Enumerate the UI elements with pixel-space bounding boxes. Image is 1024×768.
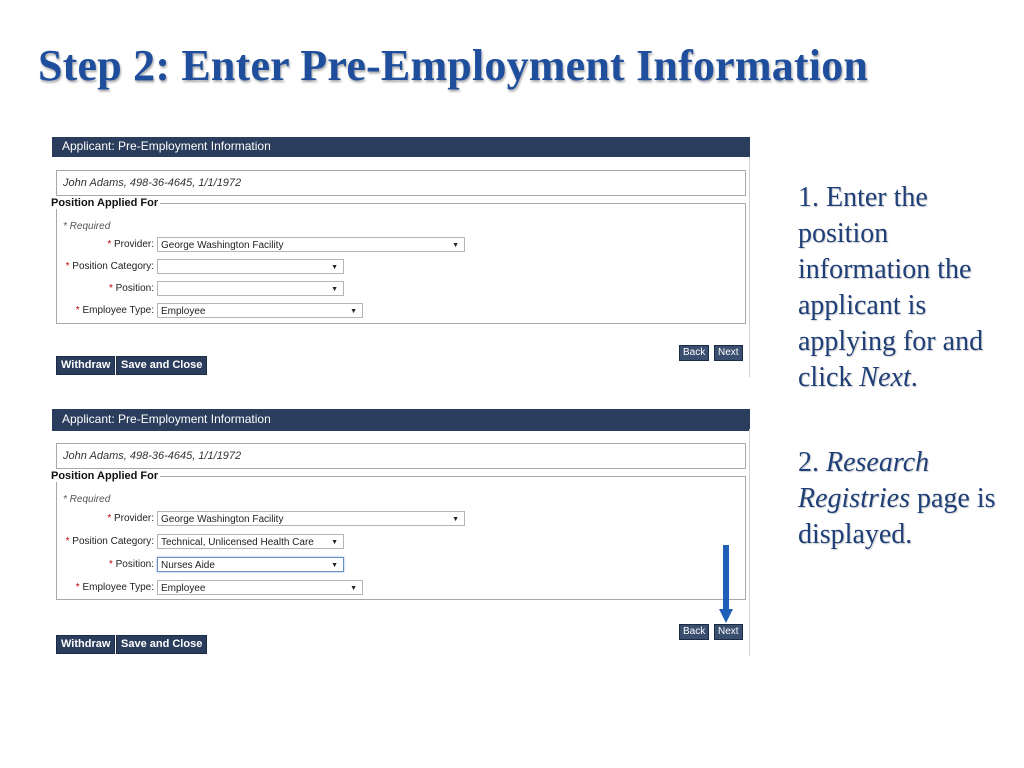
chevron-down-icon: ▼ [452,516,459,523]
next-button[interactable]: Next [714,345,743,361]
down-arrow-icon [719,545,733,625]
provider-select[interactable]: George Washington Facility ▼ [157,237,465,252]
employee-type-label: Employee Type: [82,305,154,316]
position-group-legend: Position Applied For [51,197,159,209]
provider-select[interactable]: George Washington Facility ▼ [157,511,465,526]
position-row: * Position: Nurses Aide ▼ [57,557,344,572]
withdraw-button[interactable]: Withdraw [56,356,115,375]
employee-type-label: Employee Type: [82,582,154,593]
chevron-down-icon: ▼ [331,286,338,293]
required-note: * Required [63,221,111,232]
position-label: Position: [115,559,154,570]
position-row: * Position: ▼ [57,281,344,296]
position-applied-for-group [51,470,746,600]
position-label: Position: [115,283,154,294]
save-and-close-button[interactable]: Save and Close [116,635,207,654]
provider-label: Provider: [113,239,154,250]
employee-type-row: * Employee Type: Employee ▼ [57,303,363,318]
applicant-info: John Adams, 498-36-4645, 1/1/1972 [56,170,746,196]
position-category-row: * Position Category: Technical, Unlicensed Health Care ▼ [57,534,344,549]
save-and-close-button[interactable]: Save and Close [116,356,207,375]
position-group-legend: Position Applied For [51,470,159,482]
provider-row: * Provider: George Washington Facility ▼ [57,237,465,252]
chevron-down-icon: ▼ [331,539,338,546]
pre-employment-panel-filled [52,409,750,656]
chevron-down-icon: ▼ [350,308,357,315]
chevron-down-icon: ▼ [350,585,357,592]
required-note: * Required [63,494,111,505]
panel-header: Applicant: Pre-Employment Information [52,137,750,157]
employee-type-row: * Employee Type: Employee ▼ [57,580,363,595]
employee-type-select[interactable]: Employee ▼ [157,580,363,595]
position-category-label: Position Category: [72,536,154,547]
employee-type-select[interactable]: Employee ▼ [157,303,363,318]
next-button[interactable]: Next [714,624,743,640]
provider-row: * Provider: George Washington Facility ▼ [57,511,465,526]
panel-header: Applicant: Pre-Employment Information [52,409,750,431]
instruction-step-2: 2. Research Registries page is displayed. [798,447,996,550]
position-select[interactable]: Nurses Aide ▼ [157,557,344,572]
chevron-down-icon: ▼ [331,562,338,569]
back-button[interactable]: Back [679,624,709,640]
position-category-select[interactable]: Technical, Unlicensed Health Care ▼ [157,534,344,549]
position-category-label: Position Category: [72,261,154,272]
pre-employment-panel-empty [52,137,750,377]
chevron-down-icon: ▼ [331,264,338,271]
slide-title: Step 2: Enter Pre-Employment Information [38,41,869,90]
position-applied-for-group [51,197,746,324]
provider-label: Provider: [113,513,154,524]
instruction-step-1: 1. Enter the position information the applicant is applying for and click Next. [798,182,984,393]
position-category-row: * Position Category: ▼ [57,259,344,274]
chevron-down-icon: ▼ [452,242,459,249]
back-button[interactable]: Back [679,345,709,361]
withdraw-button[interactable]: Withdraw [56,635,115,654]
applicant-info: John Adams, 498-36-4645, 1/1/1972 [56,443,746,469]
position-select[interactable] [157,281,344,296]
position-category-select[interactable] [157,259,344,274]
